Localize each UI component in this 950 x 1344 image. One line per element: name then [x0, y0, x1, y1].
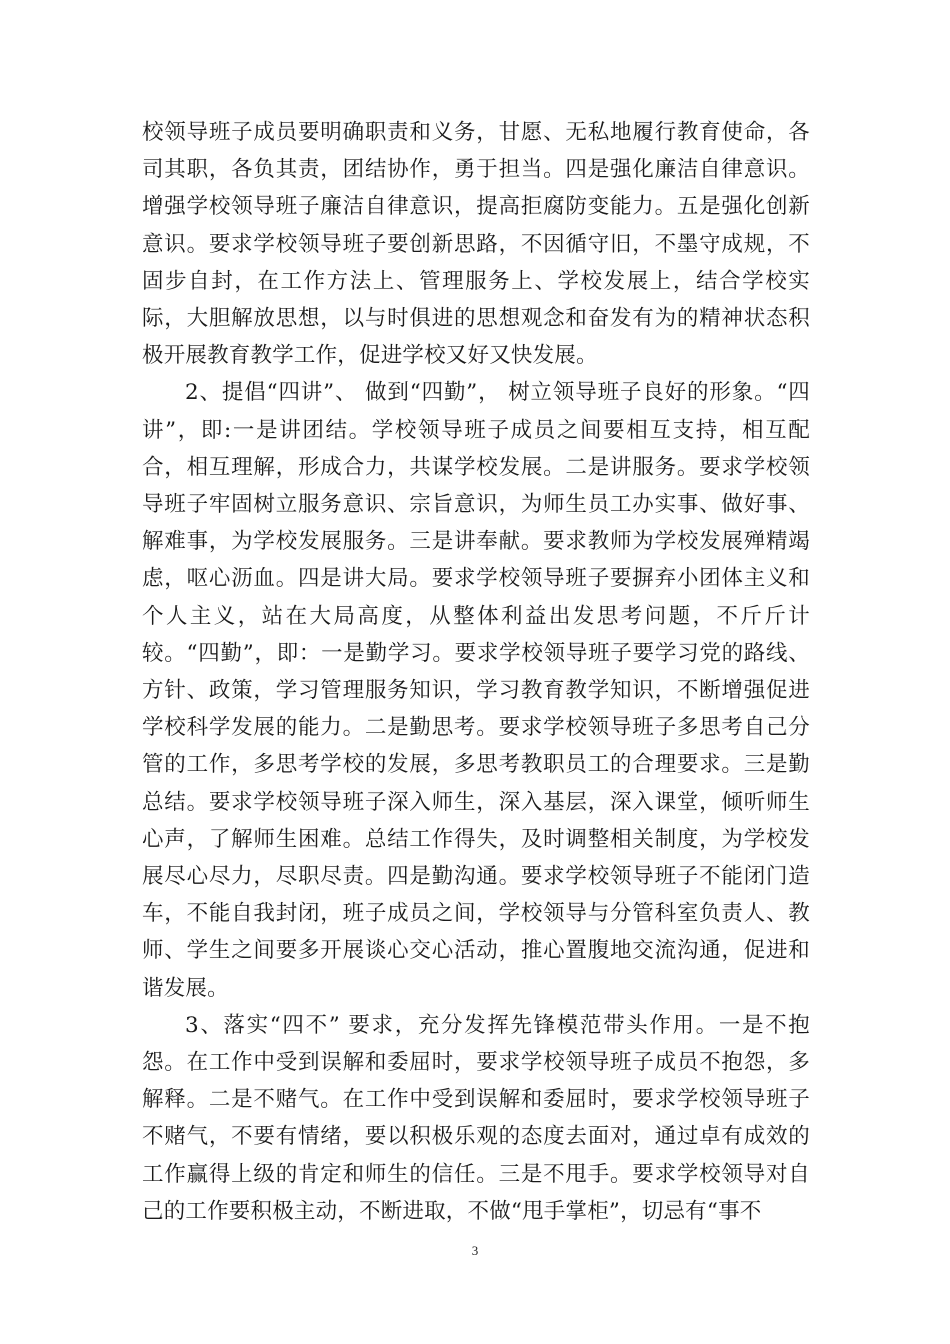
paragraph-continuation: 校领导班子成员要明确职责和义务，甘愿、无私地履行教育使命，各司其职，各负其责，团结协作，勇于担当。四是强化廉洁自律意识。增强学校领导班子廉洁自律意识，提高拒腐防变能力。五是强化创新意识。要求学校领导班子要创新思路，不因循守旧，不墨守成规，不固步自封，在工作方法上、管理服务上、学校发展上，结合学校实际，大胆解放思想，以与时俱进的思想观念和奋发有为的精神状态积极开展教育教学工作，促进学校又好又快发展。 [142, 120, 810, 369]
paragraph-section-3: 3、落实“四不” 要求，充分发挥先锋模范带头作用。一是不抱怨。在工作中受到误解和委屈时，要求学校领导班子成员不抱怨，多解释。二是不赌气。在工作中受到误解和委屈时，要求学校领导班子不赌气，不要有情绪，要以积极乐观的态度去面对，通过卓有成效的工作赢得上级的肯定和师生的信任。三是不甩手。要求学校领导对自己的工作要积极主动，不断进取，不做“甩手掌柜”，切忌有“事不 [142, 1012, 810, 1224]
page-number: 3 [471, 1243, 479, 1258]
paragraph-section-2: 2、提倡“四讲”、 做到“四勤”， 树立领导班子良好的形象。“四讲”，即:一是讲团结。学校领导班子成员之间要相互支持，相互配合，相互理解，形成合力，共谋学校发展。二是讲服务。要求学校领导班子牢固树立服务意识、宗旨意识，为师生员工办实事、做好事、解难事，为学校发展服务。三是讲奉献。要求教师为学校发展殚精竭虑，呕心沥血。四是讲大局。要求学校领导班子要摒弃小团体主义和个人主义，站在大局高度，从整体利益出发思考问题，不斤斤计较。“四勤”，即：一是勤学习。要求学校领导班子要学习党的路线、方针、政策，学习管理服务知识，学习教育教学知识，不断增强促进学校科学发展的能力。二是勤思考。要求学校领导班子多思考自己分管的工作，多思考学校的发展，多思考教职员工的合理要求。三是勤总结。要求学校领导班子深入师生，深入基层，深入课堂，倾听师生心声，了解师生困难。总结工作得失，及时调整相关制度，为学校发展尽心尽力，尽职尽责。四是勤沟通。要求学校领导班子不能闭门造车，不能自我封闭，班子成员之间，学校领导与分管科室负责人、教师、学生之间要多开展谈心交心活动，推心置腹地交流沟通，促进和谐发展。 [142, 380, 810, 1001]
document-body [142, 114, 810, 1230]
